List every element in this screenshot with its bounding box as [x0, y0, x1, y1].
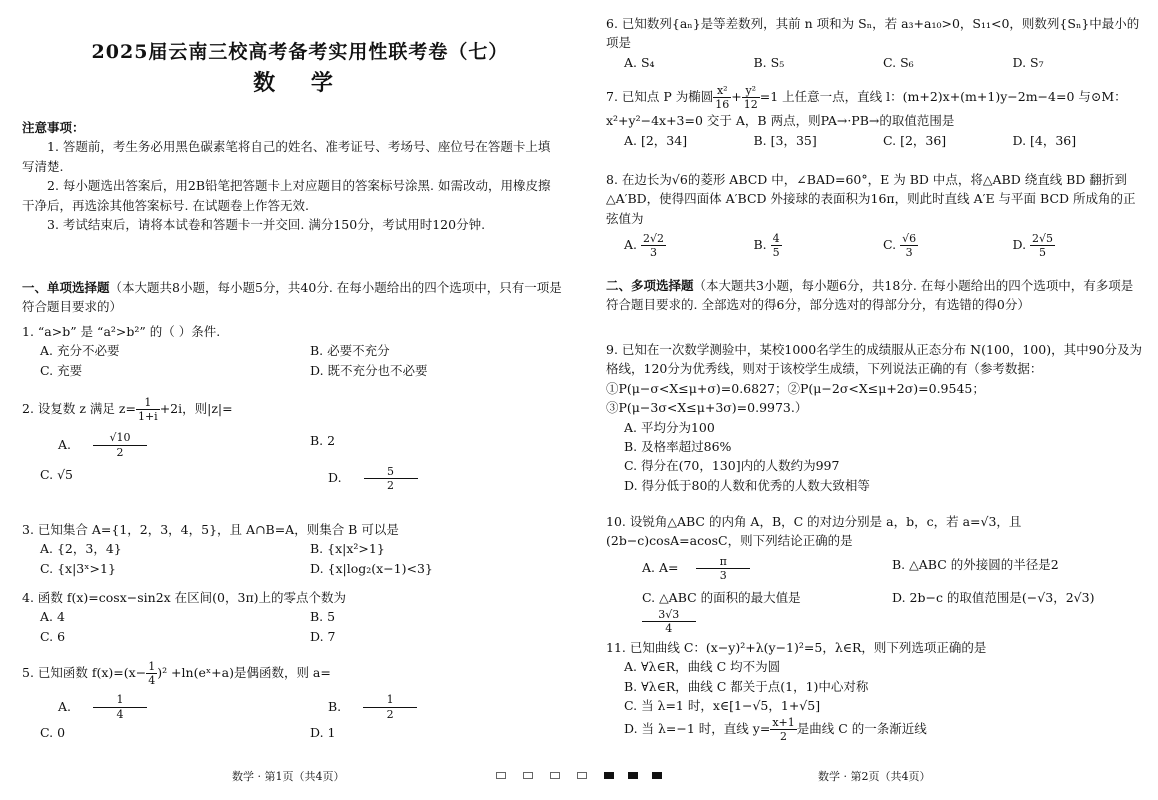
option-b: B. $\frac{1}{2}$ [292, 693, 562, 720]
option-d: D. 1 [310, 724, 336, 740]
page-marker [604, 772, 614, 779]
option-c: C. S₆ [883, 54, 914, 70]
page-marker [523, 772, 533, 779]
option-a: A. $\frac{1}{4}$ [22, 693, 292, 720]
option-d: D. 2b−c 的取值范围是(−√3，2√3) [892, 590, 1095, 606]
option-d: D. [4，36] [1012, 132, 1077, 148]
option-b: B. 及格率超过86% [624, 438, 732, 454]
section2-header [606, 276, 1142, 315]
question-stem: )² +ln(eˣ+a)是偶函数，则 a= [157, 665, 331, 681]
option-d: D. $\frac{5}{2}$ [292, 465, 562, 492]
page-marker [496, 772, 506, 779]
option-a: A. ∀λ∈R，曲线 C 均不为圆 [624, 659, 781, 675]
question-stem: 10. 设锐角△ABC 的内角 A，B，C 的对边分别是 a，b，c，若 a=√3，且(2b−c)cosA=acosC，则下列结论正确的是 [606, 514, 1022, 549]
option-b: B. 5 [310, 609, 336, 625]
option-a: A. A= $\frac{\pi}{3}$ [606, 555, 874, 582]
option-a: A. 4 [40, 609, 65, 625]
question-stem: 9. 已知在一次数学测验中，某校1000名学生的成绩服从正态分布 N(100，100)，其中90分及为格线，120分为优秀线，则对于该校学生成绩，下列说法正确的有（参考数据：①P(μ−σ<X≤μ+σ)=0.6827；②P(μ−2σ<X≤μ+2σ)=0.9545；③P(μ−3σ<X≤μ+3σ)=0.9973.） [606, 342, 1143, 416]
question-stem: 6. 已知数列{aₙ}是等差数列，其前 n 项和为 Sₙ，若 a₃+a₁₀>0，S₁₁<0，则数列{Sₙ}中最小的项是 [606, 16, 1140, 51]
option-c: C. 0 [40, 724, 66, 740]
question-stem: 4. 函数 f(x)=cosx−sin2x 在区间(0，3π)上的零点个数为 [22, 590, 347, 605]
option-c: C. 当 λ=1 时，x∈[1−√5，1+√5] [624, 698, 821, 714]
option-c: C. [2，36] [883, 132, 947, 148]
option-d: D. {x|log₂(x−1)<3} [310, 560, 433, 576]
question-2 [22, 396, 562, 492]
section1-header [22, 278, 562, 317]
fraction: $\frac{1}{1+i}$ [137, 396, 158, 424]
option-b: B. ∀λ∈R，曲线 C 都关于点(1，1)中心对称 [624, 678, 869, 694]
option-b: B. $\frac{4}{5}$ [753, 232, 780, 260]
option-b: B. [3，35] [753, 132, 817, 148]
page-marker [628, 772, 638, 779]
option-a: A. [2，34] [624, 132, 688, 148]
notice-item: 1. 答题前，考生务必用黑色碳素笔将自己的姓名、准考证号、考场号、座位号在答题卡上填写清楚. [22, 139, 551, 174]
option-d: D. 既不充分也不必要 [310, 362, 428, 378]
option-c: C. √5 [40, 466, 73, 482]
option-b: B. △ABC 的外接圆的半径是2 [892, 556, 1059, 572]
question-5 [22, 660, 562, 742]
question-stem: =1 上任意一点，直线 l：(m+2)x+(m+1)y−2m−4=0 与⊙M： [759, 89, 1127, 105]
subject-title: 数 学 [253, 70, 347, 96]
section-title: 一、单项选择题 [22, 280, 110, 295]
fraction: $\frac{1}{4}$ [148, 660, 156, 688]
fraction: $\frac{\text{y²}}{12}$ [743, 84, 758, 112]
question-7: 7. 已知点 P 为椭圆 $\frac{\text{x²}}{16}$ + $\frac{\text{y²}}{12}$ =1 上任意一点，直线 l：(m+2)x+(m+1)y−2m−4=0 与⊙M： x²+y²−4x+3=0 交于 A，B 两点，则PA→·PB→的取值范围是 A. [2，34] B. [3，35] C. [2，36] D. [4，36] [606, 84, 1142, 150]
question-stem: 7. 已知点 P 为椭圆 [606, 89, 714, 105]
option-a: A. S₄ [624, 54, 655, 70]
question-6 [606, 14, 1142, 72]
option-c: C. △ABC 的面积的最大值是 $\frac{3√3}{4}$ [642, 590, 801, 635]
question-stem: 5. 已知函数 f(x)=(x− [22, 665, 147, 681]
question-stem: x²+y²−4x+3=0 交于 A，B 两点，则PA→·PB→的取值范围是 [606, 113, 955, 129]
page-marker [577, 772, 587, 779]
option-c: C. 6 [40, 628, 66, 644]
option-b: B. 必要不充分 [310, 343, 390, 359]
option-c: C. $\frac{√6}{3}$ [883, 232, 917, 260]
option-a: A. 平均分为100 [624, 419, 715, 435]
question-11 [606, 638, 1142, 743]
option-c: C. {x|3ˣ>1} [40, 560, 116, 576]
question-stem: 2. 设复数 z 满足 z= [22, 401, 136, 417]
option-d: D. $\frac{2√5}{5}$ [1012, 232, 1054, 260]
question-stem: 8. 在边长为√6的菱形 ABCD 中，∠BAD=60°，E 为 BD 中点，将△ABD 绕直线 BD 翻折到△A′BD，使得四面体 A′BCD 外接球的表面积为16π，则此时直线 A′E 与平面 BCD 所成角的正弦值为 [606, 172, 1136, 226]
option-a: A. $\frac{√10}{2}$ [22, 431, 292, 458]
section-title: 二、多项选择题 [606, 278, 694, 293]
question-stem: 1. “a>b” 是 “a²>b²” 的（ ）条件. [22, 324, 221, 339]
option-b: B. 2 [310, 433, 336, 449]
option-d: D. 当 λ=−1 时，直线 y= $\frac{x+1}{2}$ 是曲线 C 的一条渐近线 [624, 715, 927, 743]
option-a: A. $\frac{2√2}{3}$ [624, 232, 665, 260]
option-b: B. S₅ [753, 54, 785, 70]
section-desc: （本大题共3小题，每小题6分，共18分. 在每小题给出的四个选项中，有多项是符合题目要求的. 全部选对的得6分，部分选对的得部分分，有选错的得0分） [606, 278, 1134, 313]
notice-item: 2. 每小题选出答案后，用2B铅笔把答题卡上对应题目的答案标号涂黑. 如需改动，用橡皮擦干净后，再选涂其他答案标号. 在试题卷上作答无效. [22, 178, 551, 213]
section-desc: （本大题共8小题，每小题5分，共40分. 在每小题给出的四个选项中，只有一项是符合题目要求的） [22, 280, 562, 315]
option-d: D. 7 [310, 628, 336, 644]
fraction: $\frac{\text{x²}}{16}$ [715, 84, 730, 112]
question-9 [606, 340, 1142, 495]
footer-left: 数学 · 第1页（共4页） [232, 770, 345, 783]
option-a: A. 充分不必要 [40, 343, 120, 359]
exam-title: 2025届云南三校高考备考实用性联考卷（七） [91, 41, 509, 63]
question-3 [22, 520, 562, 578]
question-10 [606, 512, 1142, 635]
question-8 [606, 170, 1142, 260]
page-marker [652, 772, 662, 779]
page-marker [550, 772, 560, 779]
notice-item: 3. 考试结束后，请将本试卷和答题卡一并交回. 满分150分，考试用时120分钟. [47, 216, 486, 232]
footer-right: 数学 · 第2页（共4页） [818, 770, 931, 783]
option-b: B. {x|x²>1} [310, 541, 385, 557]
notice-heading: 注意事项： [22, 120, 85, 135]
option-c: C. 得分在(70，130]内的人数约为997 [624, 458, 840, 474]
question-stem: 11. 已知曲线 C：(x−y)²+λ(y−1)²=5，λ∈R，则下列选项正确的是 [606, 640, 987, 655]
question-stem: +2i，则|z|= [159, 401, 233, 417]
question-1 [22, 322, 562, 380]
option-c: C. 充要 [40, 362, 83, 378]
option-d: D. S₇ [1012, 54, 1044, 70]
question-stem: 3. 已知集合 A={1，2，3，4，5}，且 A∩B=A，则集合 B 可以是 [22, 522, 399, 537]
question-4 [22, 588, 562, 646]
notice [22, 118, 562, 234]
option-d: D. 得分低于80的人数和优秀的人数大致相等 [624, 477, 870, 493]
option-a: A. {2，3，4} [40, 541, 122, 557]
